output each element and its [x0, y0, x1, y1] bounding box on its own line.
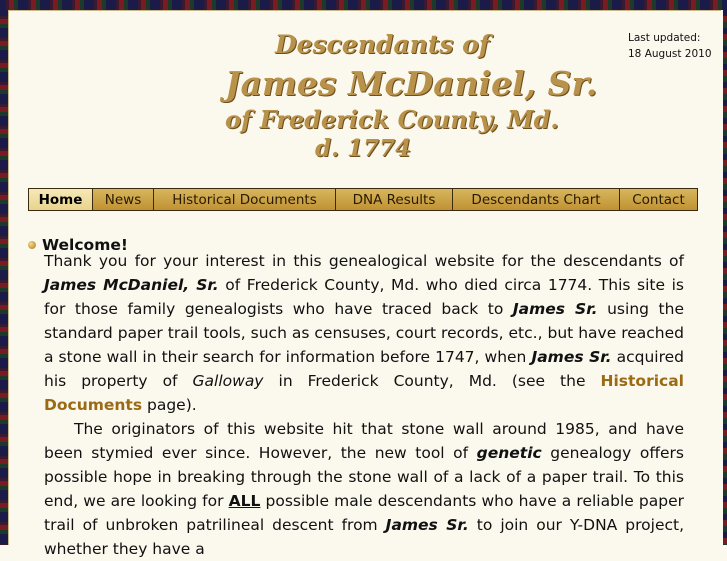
title-line-2: James McDaniel, Sr. — [225, 64, 598, 103]
p2-text-c: genealogy offers possible hope in breaking through the stone wall of a lack of a paper trail. To this end, we are looking for — [44, 444, 684, 510]
intro-paragraph — [44, 249, 684, 417]
main-content — [44, 249, 684, 561]
nav-bar — [28, 188, 698, 211]
p2-text-a: The originators of this website hit that stone wall around 1985, and have been stymied ever since. However, the new tool of — [44, 420, 684, 462]
historical-documents-link[interactable]: Historical Documents — [44, 372, 684, 414]
welcome-text: Welcome! — [42, 236, 128, 254]
nav-dna-results[interactable]: DNA Results — [336, 189, 453, 210]
last-updated-label: Last updated: — [628, 32, 701, 44]
p1-galloway: Galloway — [192, 372, 264, 390]
p1-text-e: using the standard paper trail tools, such as censuses, court records, etc., but have reached a stone wall in their search for information before 1747, when — [44, 300, 684, 366]
last-updated-date: 18 August 2010 — [628, 48, 712, 60]
p1-text-c: of Frederick County, Md. who died circa 1774. This site is for those family genealogists who have traced back to — [44, 276, 684, 318]
nav-descendants-chart[interactable]: Descendants Chart — [453, 189, 620, 210]
p2-james-sr: James Sr. — [385, 516, 469, 534]
last-updated — [628, 30, 712, 62]
p2-text-e: possible male descendants who have a reliable paper trail of unbroken patrilineal descent from — [44, 492, 685, 534]
p2-text-g: to join our Y-DNA project, whether they have a — [44, 516, 685, 558]
p1-james-mcdaniel: James McDaniel, Sr. — [44, 276, 219, 294]
p1-text-g: acquired his property of — [44, 348, 685, 390]
p2-all: ALL — [228, 492, 261, 510]
title-line-1: Descendants of — [275, 30, 490, 59]
p1-text-k: page). — [142, 396, 197, 414]
p1-james-sr-2: James Sr. — [531, 348, 612, 366]
bullet-icon — [28, 241, 36, 249]
p2-genetic: genetic — [476, 444, 542, 462]
title-line-4: d. 1774 — [315, 135, 412, 162]
nav-home[interactable]: Home — [29, 189, 93, 210]
tartan-border-right — [723, 10, 727, 545]
nav-historical-documents[interactable]: Historical Documents — [154, 189, 336, 210]
p1-text-a: Thank you for your interest in this genealogical website for the descendants of — [44, 252, 684, 270]
nav-news[interactable]: News — [93, 189, 154, 210]
p1-james-sr: James Sr. — [512, 300, 598, 318]
second-paragraph — [44, 417, 684, 561]
title-line-3: of Frederick County, Md. — [225, 105, 559, 134]
nav-contact[interactable]: Contact — [620, 189, 697, 210]
tartan-border-top — [0, 0, 727, 10]
tartan-border-left — [0, 10, 8, 545]
p1-text-i: in Frederick County, Md. (see the — [263, 372, 601, 390]
